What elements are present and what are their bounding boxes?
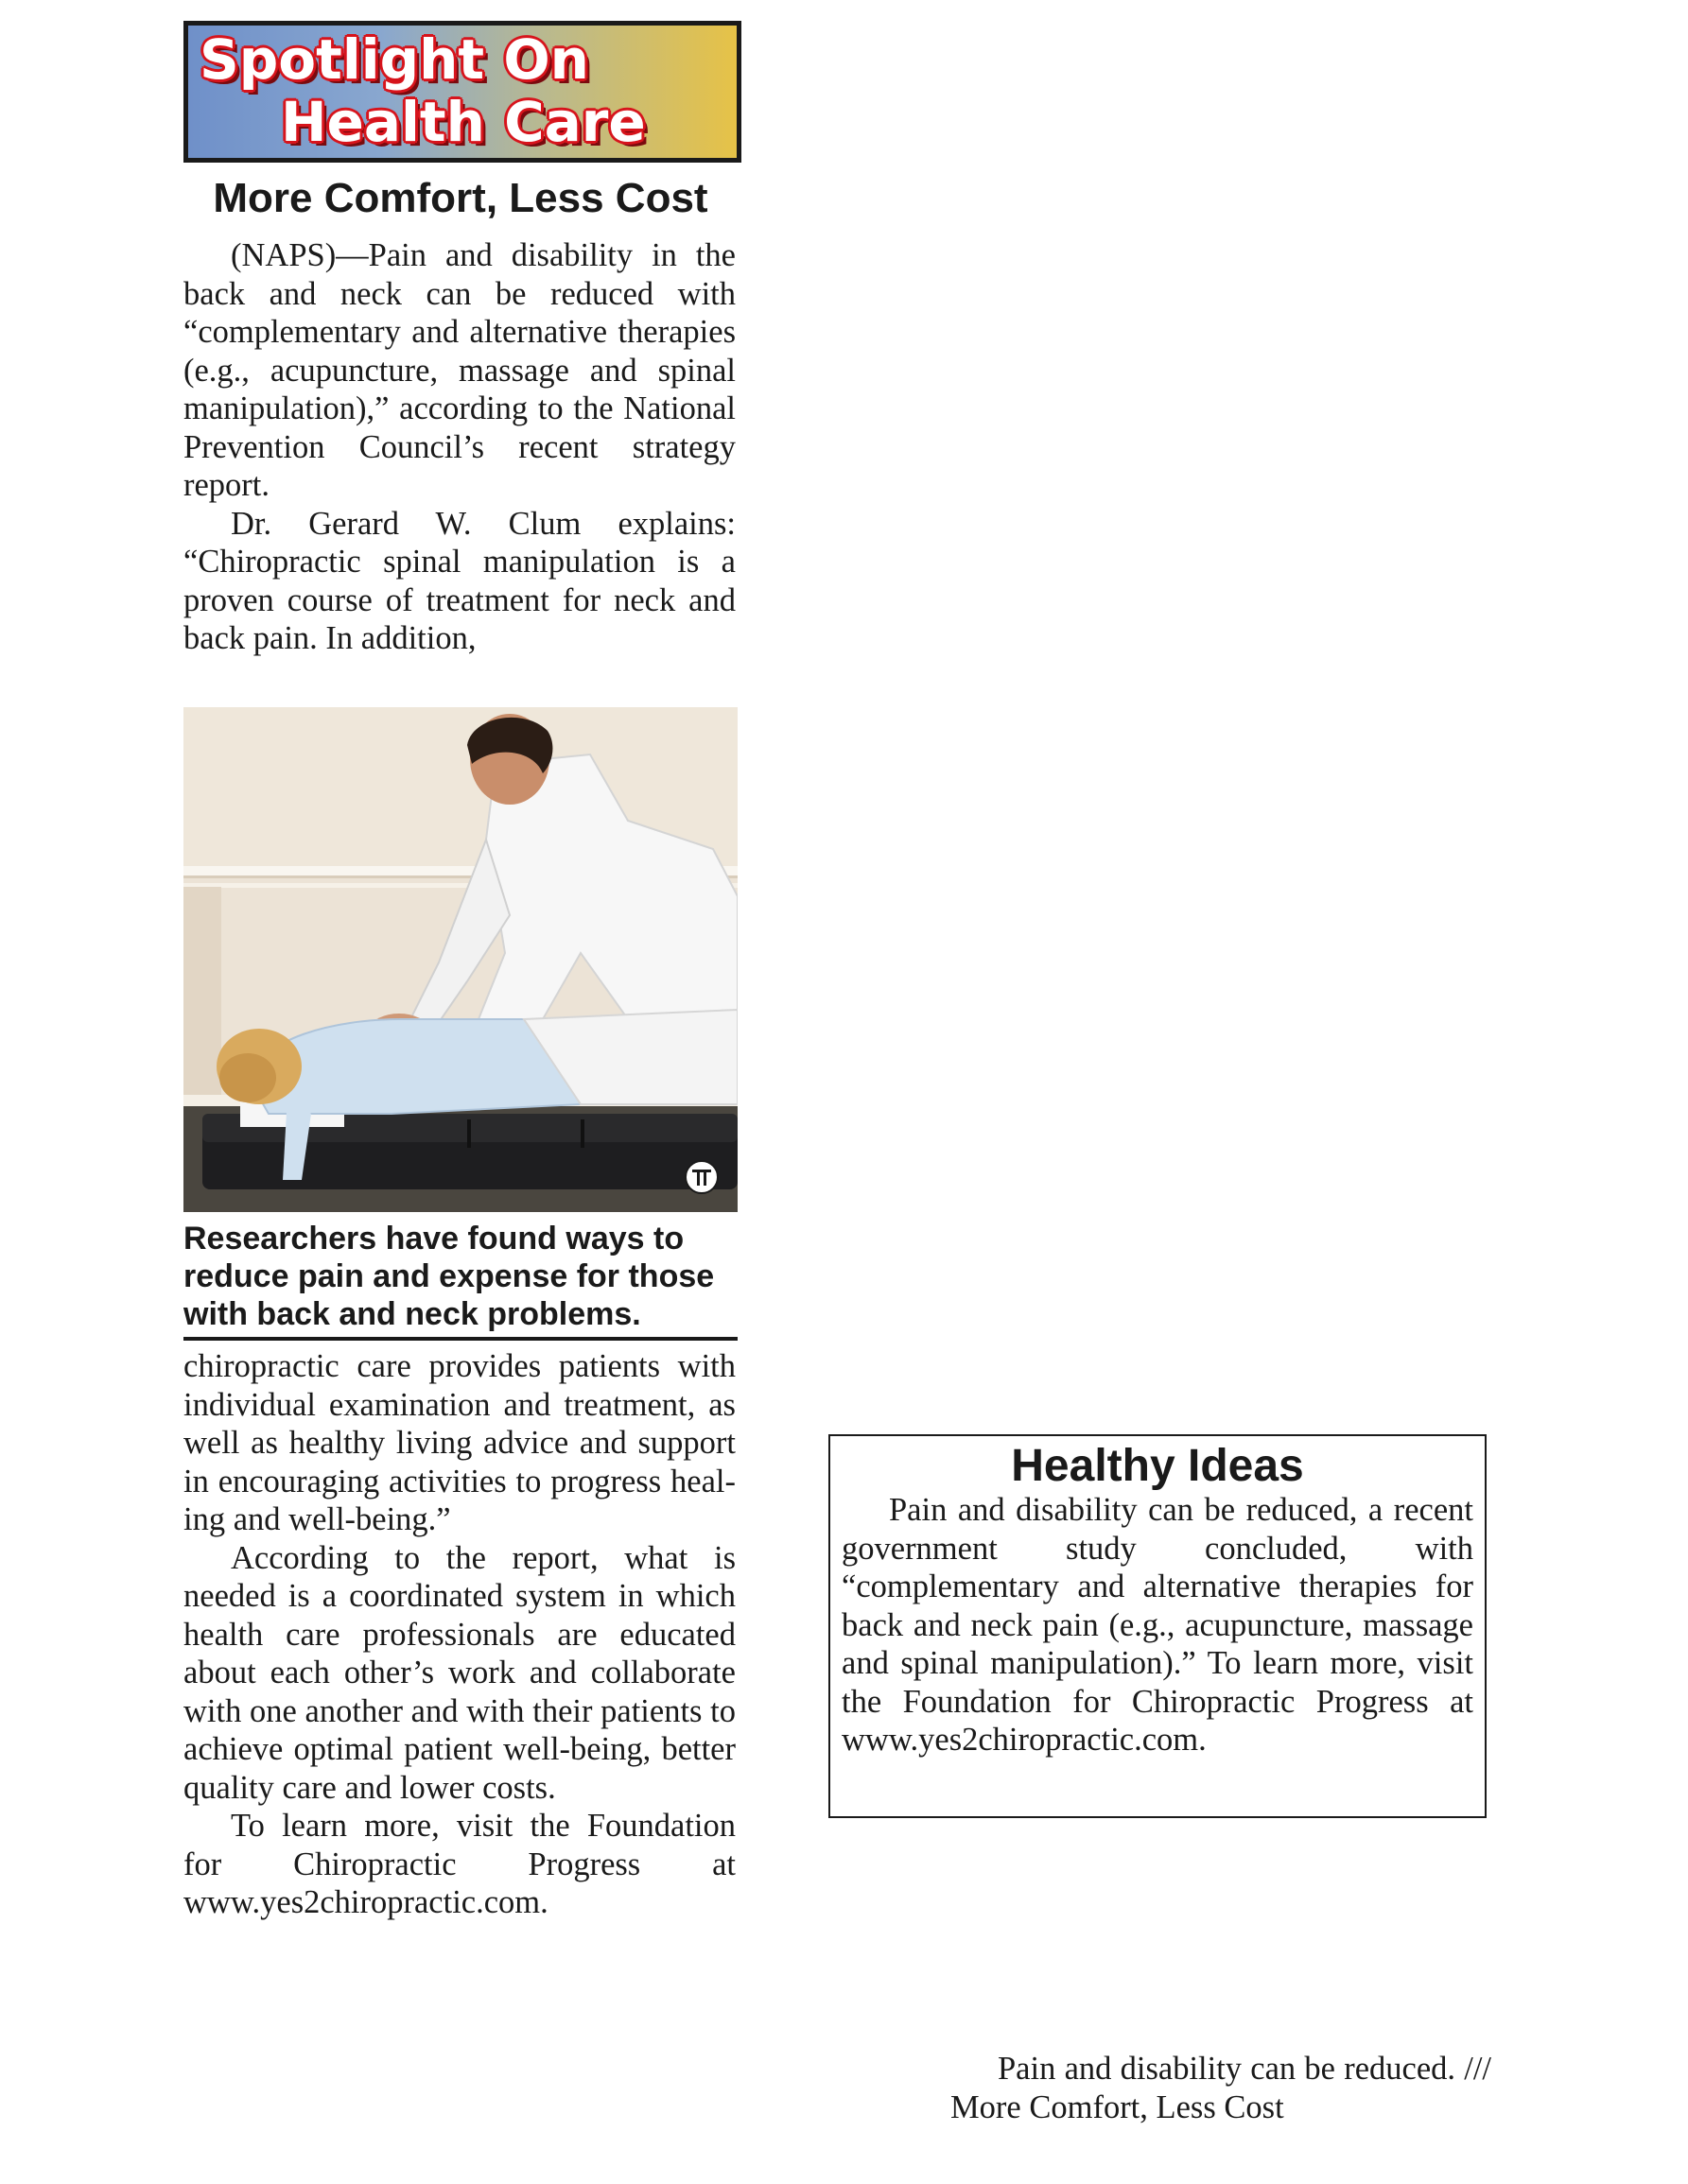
photo-caption: Researchers have found ways to reduce pain and expense for those with back and neck problems. bbox=[183, 1221, 715, 1332]
healthy-ideas-box bbox=[828, 1434, 1487, 1818]
banner-line-1: Spotlight On bbox=[200, 27, 589, 92]
article-paragraph: According to the report, what is needed is a coordinated system in which health care professionals are educated about each other’s work and collaborate with one another and with their patients to achieve optimal patient well-being, better quality care and lower costs. bbox=[183, 1539, 736, 1806]
sidebar-title: Healthy Ideas bbox=[1011, 1441, 1304, 1491]
banner-line-2: Health Care bbox=[281, 90, 646, 154]
sidebar-text: Pain and disability can be reduced, a recent government study concluded, with “complementary and alternative therapies for back and neck pain (e.g., acupuncture, massage and spinal manipulation).” To learn more, visit the Foundation for Chiropractic Progress at www.yes2chiropractic.com. bbox=[842, 1492, 1473, 1758]
article-column-bottom bbox=[183, 1347, 736, 1922]
article-headline: More Comfort, Less Cost bbox=[213, 175, 708, 221]
article-column-top bbox=[183, 236, 736, 658]
article-paragraph: (NAPS)—Pain and disability in the back and neck can be reduced with “complementary and alternative therapies (e.g., acupuncture, massage and spinal manipulation),” according to the National Prevention Council’s recent strategy report. bbox=[183, 237, 736, 503]
bottom-note bbox=[950, 2050, 1491, 2126]
article-paragraph: To learn more, visit the Foundation for Chiropractic Progress at www.yes2chiropractic.com. bbox=[183, 1808, 736, 1920]
bottom-note-text: Pain and disability can be reduced. /// More Comfort, Less Cost bbox=[950, 2051, 1491, 2125]
spotlight-banner bbox=[183, 21, 741, 163]
naps-logo-icon bbox=[686, 1161, 718, 1193]
article-paragraph: chiropractic care provides patients with individual examination and treatment, as well as healthy living advice and support in encouraging activities to progress healing and well-being.” bbox=[183, 1348, 736, 1537]
chiropractor-photo bbox=[183, 707, 738, 1212]
caption-divider bbox=[183, 1337, 738, 1341]
article-paragraph: Dr. Gerard W. Clum explains: “Chiropractic spinal manipulation is a proven course of treatment for neck and back pain. In addition, bbox=[183, 505, 736, 656]
